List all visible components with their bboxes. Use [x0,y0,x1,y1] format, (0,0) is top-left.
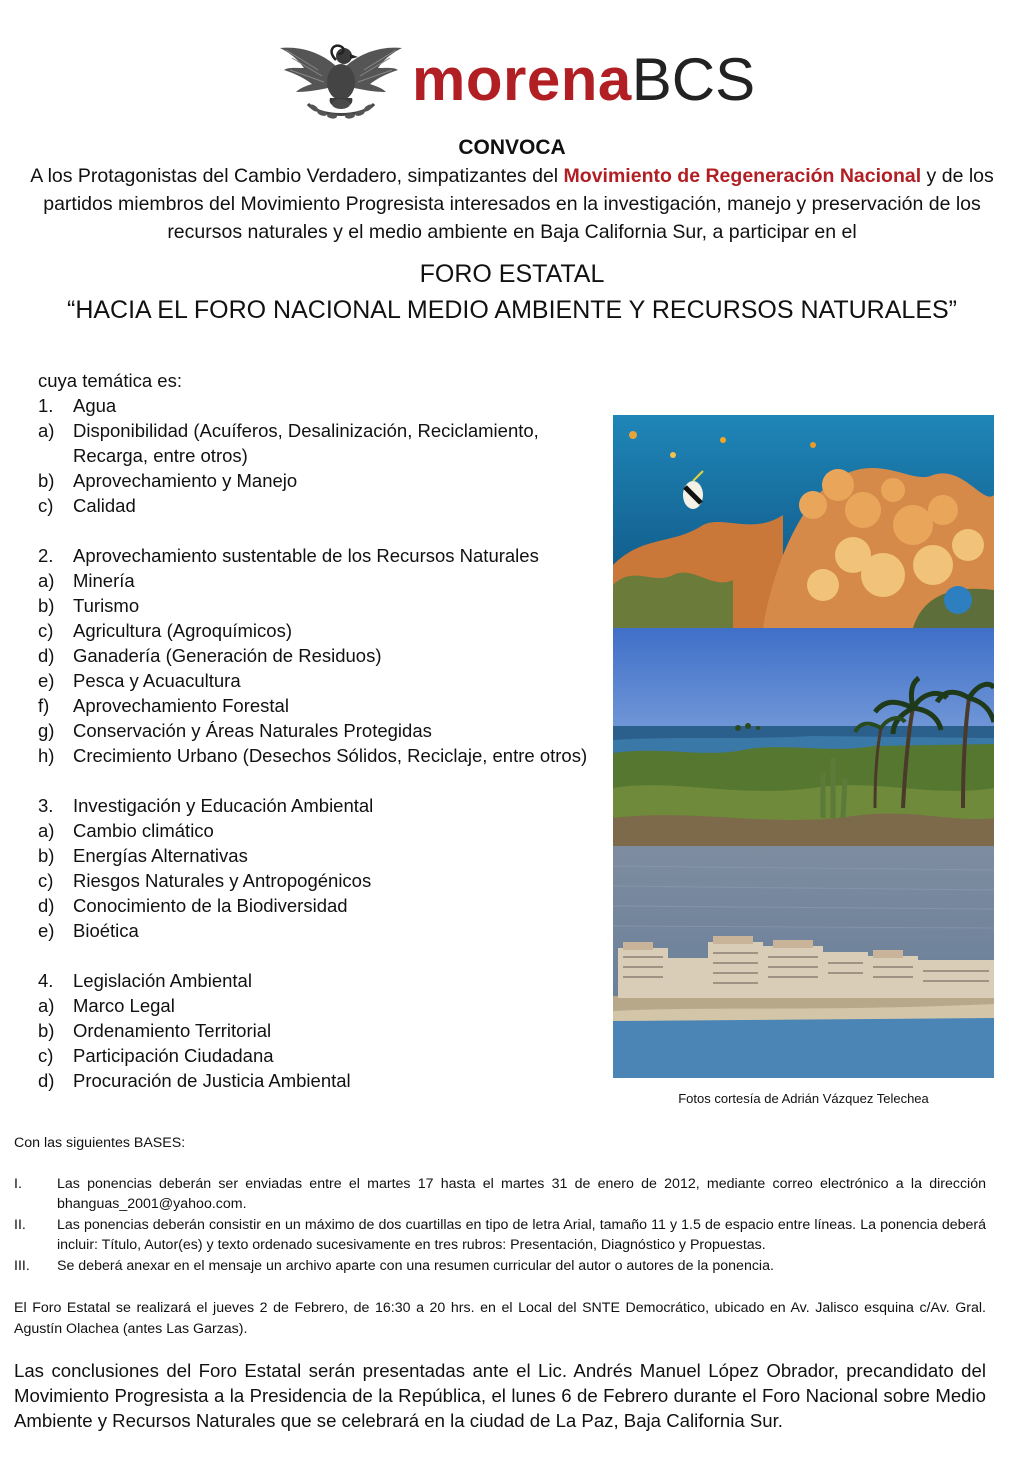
section-heading [38,968,608,993]
item-text: Participación Ciudadana [73,1045,274,1066]
item-text: Aprovechamiento y Manejo [73,470,298,491]
brand-logo [412,40,755,120]
item-letter: d) [38,895,55,916]
item-letter: c) [38,620,54,641]
list-item [38,743,608,768]
item-text: Conservación y Áreas Naturales Protegidas [73,720,432,741]
item-letter: b) [38,1020,55,1041]
section-title: Legislación Ambiental [73,970,252,991]
topics-list [38,368,608,1093]
section-title: Aprovechamiento sustentable de los Recursos Naturales [73,545,539,566]
list-item [38,818,608,843]
item-text: Riesgos Naturales y Antropogénicos [73,870,372,891]
brand-suffix: BCS [631,46,756,113]
item-letter: e) [38,670,55,691]
list-item [38,618,608,643]
photo-column [613,415,994,1078]
item-text: Cambio climático [73,820,214,841]
item-text: Aprovechamiento Forestal [73,695,289,716]
section-number: 4. [38,970,54,991]
section-title: Investigación y Educación Ambiental [73,795,374,816]
conclusion-paragraph: Las conclusiones del Foro Estatal serán presentadas ante el Lic. Andrés Manuel López Obrador, precandidato del Movimiento Progresista a la Presidencia de la República, el lunes 6 de Febrero durante el Foro Nacional sobre Medio Ambiente y Recursos Naturales que se celebrará en la ciudad de La Paz, Baja California Sur. [14,1360,986,1431]
item-letter: c) [38,1045,54,1066]
item-text: Minería [73,570,135,591]
list-item [38,643,608,668]
item-text: Conocimiento de la Biodiversidad [73,895,348,916]
item-numeral: II. [14,1216,26,1233]
item-letter: d) [38,1070,55,1091]
item-text: Calidad [73,495,136,516]
list-item [38,418,608,468]
intro-text-after: y de los partidos miembros del Movimiento Progresista interesados en la investigación, manejo y preservación de los recursos naturales y el medio ambiente en Baja California Sur, a participar en el [43,165,994,243]
item-text: Marco Legal [73,995,175,1016]
convoca-heading: CONVOCA [458,136,566,159]
item-text: Disponibilidad (Acuíferos, Desalinización, Reciclamiento, Recarga, entre otros) [73,420,539,466]
list-item [38,568,608,593]
item-text: Procuración de Justicia Ambiental [73,1070,351,1091]
item-letter: a) [38,995,55,1016]
list-item [38,1018,608,1043]
list-item [38,593,608,618]
list-item [38,893,608,918]
list-item [38,668,608,693]
intro-highlight: Movimiento de Regeneración Nacional [563,165,922,187]
header [0,36,1024,126]
list-item [38,843,608,868]
section-number: 2. [38,545,54,566]
item-text: Agricultura (Agroquímicos) [73,620,292,641]
item-letter: h) [38,745,55,766]
item-numeral: I. [14,1175,22,1192]
intro-text-before: A los Protagonistas del Cambio Verdadero, simpatizantes del [30,165,564,187]
item-letter: c) [38,495,54,516]
list-item [14,1256,986,1277]
item-letter: a) [38,820,55,841]
list-item [38,1068,608,1093]
item-letter: f) [38,695,50,716]
bases-title: Con las siguientes BASES: [14,1135,186,1151]
list-item [38,918,608,943]
section-heading [38,543,608,568]
list-item [38,1043,608,1068]
coastal-hotels-photo [613,846,994,1078]
item-letter: d) [38,645,55,666]
item-text: Turismo [73,595,140,616]
item-text: Crecimiento Urbano (Desechos Sólidos, Reciclaje, entre otros) [73,745,588,766]
oasis-palms-photo [613,628,994,846]
coral-reef-photo [613,415,994,628]
section-number: 1. [38,395,54,416]
item-letter: a) [38,570,55,591]
item-letter: b) [38,470,55,491]
list-item [38,993,608,1018]
photo-caption: Fotos cortesía de Adrián Vázquez Telechea [678,1091,929,1106]
item-text: Pesca y Acuacultura [73,670,241,691]
item-text: Ganadería (Generación de Residuos) [73,645,382,666]
venue-paragraph: El Foro Estatal se realizará el jueves 2 de Febrero, de 16:30 a 20 hrs. en el Local del SNTE Democrático, ubicado en Av. Jalisco esquina c/Av. Gral. Agustín Olachea (antes Las Garzas). [14,1300,986,1337]
mexican-eagle-icon [278,40,404,122]
item-text: Las ponencias deberán consistir en un máximo de dos cuartillas en tipo de letra Arial, tamaño 11 y 1.5 de espacio entre líneas. La ponencia deberá incluir: Título, Autor(es) y texto ordenado sucesivamente en tres rubros: Presentación, Diagnóstico y Propuestas. [57,1216,986,1253]
item-letter: g) [38,720,55,741]
list-item [14,1174,986,1215]
section-title: Agua [73,395,117,416]
forum-title [10,256,1014,328]
brand-main: morena [412,46,632,113]
forum-line2: “HACIA EL FORO NACIONAL MEDIO AMBIENTE Y RECURSOS NATURALES” [67,296,957,324]
intro [30,134,994,246]
list-item [38,693,608,718]
bases-section [14,1133,986,1276]
item-text: Se deberá anexar en el mensaje un archivo aparte con una resumen curricular del autor o autores de la ponencia. [57,1257,774,1274]
item-text: Energías Alternativas [73,845,248,866]
item-text: Las ponencias deberán ser enviadas entre el martes 17 hasta el martes 31 de enero de 2012, mediante correo electrónico a la dirección bhanguas_2001@yahoo.com. [57,1175,986,1212]
item-numeral: III. [14,1257,30,1274]
list-item [38,718,608,743]
list-item [38,468,608,493]
forum-line1: FORO ESTATAL [419,260,605,288]
section-heading [38,393,608,418]
list-item [14,1215,986,1256]
item-letter: a) [38,420,55,441]
item-text: Ordenamiento Territorial [73,1020,272,1041]
topics-lead: cuya temática es: [38,370,182,391]
item-text: Bioética [73,920,139,941]
item-letter: b) [38,845,55,866]
section-number: 3. [38,795,54,816]
section-heading [38,793,608,818]
item-letter: c) [38,870,54,891]
item-letter: b) [38,595,55,616]
item-letter: e) [38,920,55,941]
list-item [38,868,608,893]
list-item [38,493,608,518]
